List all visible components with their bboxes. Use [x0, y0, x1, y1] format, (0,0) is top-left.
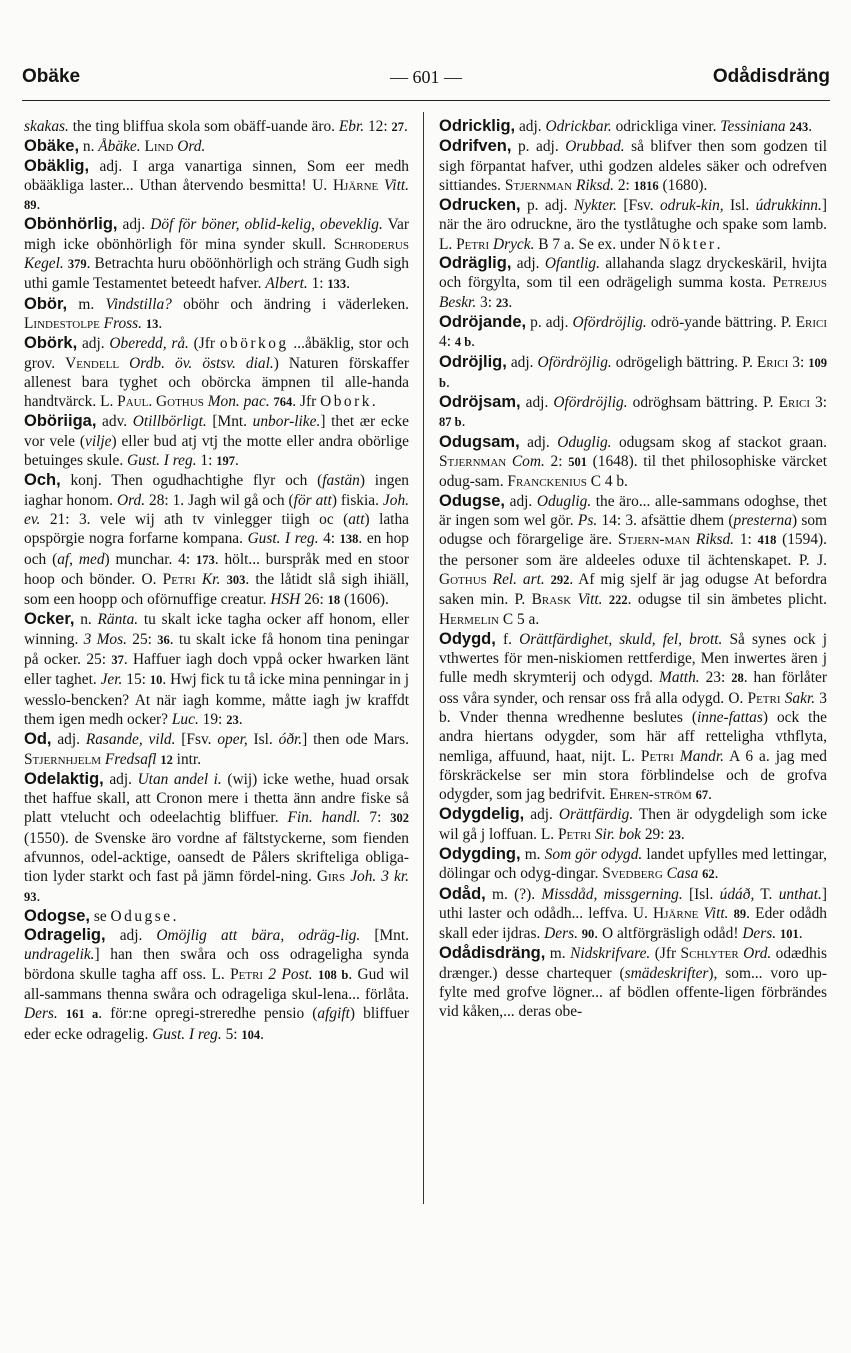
entry-odelaktig: Odelaktig, adj. Utan andel i. (wij) icke wethe, huad orsak thet haffue skall, att Cronon mere i thetta änn andre fiske så platt vtelucht och odeelachtig bliffuer. Fin. handl. 7: 302 (1550). de Svenske äro vordne af fältstyckerne, som fienden afvunnos, odel-acktige, oansedt de Pålers skrifteliga obliga-tion lyder starkt och fast på jämn fördel-ning. Girs Joh. 3 kr. 93.: [24, 769, 410, 905]
entry-odrojande: Odröjande, p. adj. Ofördröjlig. odrö-yande bättring. P. Erici 4: 4 b.: [439, 312, 827, 351]
entry-obork: Obörk, adj. Oberedd, rå. (Jfr obörkog ...åbäklig, stor och grov. Vendell Ordb. öv. östsv. dial.) Naturen förskaffer allenest bara tyghet och obörcka ämpnen til alle-handa handtvärck. L. Paul. Gothus Mon. pac. 764. Jfr Obork.: [24, 334, 410, 411]
entry-odrucken: Odrucken, p. adj. Nykter. [Fsv. odruk-kin, Isl. údrukkinn.] när the äro odruckne, äro the tystlåtughe och spake som lamb. L. Petri Dryck. B 7 a. Se ex. under Nökter.: [439, 196, 827, 253]
entry-odugsam: Odugsam, adj. Oduglig. odugsam skog af stackot graan. Stjernman Com. 2: 501 (1648). til thet philosophiske värcket odug-sam. Franckenius C 4 b.: [439, 432, 827, 491]
left-column: [24, 117, 409, 1045]
entry-odad: Odåd, m. (?). Missdåd, missgerning. [Isl. údáð, T. unthat.] uthi laster och odådh... leffva. U. Hjärne Vitt. 89. Eder odådh skall eder ijdras. Ders. 90. O altförgräsligh odåd! Ders. 101.: [439, 884, 828, 943]
entry-obake: Obäke, n. Åbäke. Lind Ord.: [24, 137, 206, 156]
entry-odraglig: Odräglig, adj. Ofantlig. allahanda slagz dryckeskäril, hvijta och förgylta, som til een odrägeligh summa kosta. Petrejus Beskr. 3: 23.: [439, 254, 827, 311]
entry-oboriiga: Oböriiga, adv. Otillbörligt. [Mnt. unbor-like.] thet ær ecke vor vele (vilje) eller bud atj vtj the motte eller andra obörlige betuinges skule. Gust. I reg. 1: 197.: [24, 412, 410, 470]
running-header: [22, 66, 830, 96]
entry-och: Och, konj. Then ogudhachtighe flyr och (fastän) ingen iaghar honom. Ord. 28: 1. Jagh wil gå och (för att) fiskia. Joh. ev. 21: 3. vele wij ath tv vinlegger tiigh oc (att) latha opspörgie nogra forfarne kompana. Gust. I reg. 4: 138. en hop och (af, med) munchar. 4: 173. hölt... burspråk med en stoor hoop och bönder. O. Petri Kr. 303. the låtidt slå sigh ihiäll, som een hoopp och oförnuffige creatur. HSH 26: 18 (1606).: [24, 471, 410, 609]
right-column: [439, 117, 827, 1022]
entry-odygding: Odygding, m. Som gör odygd. landet upfylles med lettingar, dölingar och odyg-dingar. Svedberg Casa 62.: [439, 844, 828, 883]
entry-obonhorlig: Obönhörlig, adj. Döf för böner, oblid-kelig, obeveklig. Var migh icke obönhörligh för mina synder skull. Schroderus Kegel. 379. Betrachta huru oböönhörligh och sträng Gudh sigh uthi gamle Testamentet beteedt hafver. Albert. 1: 133.: [24, 215, 409, 293]
header-rule: [22, 100, 830, 101]
entry-ocker: Ocker, n. Ränta. tu skalt icke tagha ocker aff honom, eller winning. 3 Mos. 25: 36. tu skalt icke få honom tina peningar på ocker. 25: 37. Haffuer iagh doch vppå ocker hwarken länt eller taghet. Jer. 15: 10. Hwj fick tu tå icke mina penningar in j wesslo-bencken? At när iagh komme, måtte iagh jw kraffdt them igen medh ocker? Luc. 19: 23.: [24, 610, 409, 728]
entry-odygdelig: Odygdelig, adj. Orättfärdig. Then är odygdeligh som icke wil gå j loffuan. L. Petri Sir. bok 29: 23.: [439, 805, 827, 843]
entry-odadisdrang: Odådisdräng, m. Nidskrifvare. (Jfr Schlyter Ord. odædhis drænger.) desse chartequer (smädeskrifter), som... voro up-fylte med grofve lögner... af bödlen offente-ligen förbrändes vid kåken,... deras obe-: [439, 944, 827, 1021]
entry-odugse: Odugse, adj. Oduglig. the äro... alle-sammans odoghse, thet är ingen som wel gör. Ps. 14: 3. afsättie dhem (presterna) som odugse och förargelige äre. Stjern-man Riksd. 1: 418 (1594). the personer som äre aldeeles oduxe til ächtenskapet. P. J. Gothus Rel. art. 292. Af mig sjelf är jag odugse At befordra saken min. P. Brask Vitt. 222. odugse til sin ämbetes plicht. Hermelin C 5 a.: [439, 491, 827, 629]
entry-odrojsam: Odröjsam, adj. Ofördröjlig. odröghsam bättring. P. Erici 3: 87 b.: [439, 393, 827, 431]
entry-od: Od, adj. Rasande, vild. [Fsv. oper, Isl. óðr.] then ode Mars. Stjernhjelm Fredsafl 12 intr.: [24, 730, 409, 768]
header-first-headword: Obäke: [22, 66, 81, 87]
entry-odricklig: Odricklig, adj. Odrickbar. odrickliga viner. Tessiniana 243.: [439, 117, 813, 135]
entry-odygd: Odygd, f. Orättfärdighet, skuld, fel, brott. Så synes ock j vthwertes för men-niskiomen rettferdige, Men inwertes ären j fulle medh skrymterij och odygd. Matth. 23: 28. han förlåter oss våra synder, och rensar oss frå alla odygd. O. Petri Sakr. 3 b. Vnder thenna wredhenne beslutes (inne-fattas) ock the andra hiertans odygder, som här aff retteligha vthflyta, nemliga, affuund, haat, nijt. L. Petri Mandr. A 6 a. jag med förskräckelse ser min stora förblindelse och de grofva odygder, som jag bedrifvit. Ehren-ström 67.: [439, 629, 828, 804]
column-divider: [423, 112, 424, 1204]
entry-odragelig: Odragelig, adj. Omöjlig att bära, odräg-lig. [Mnt. undragelik.] han then swåra och oss odrageligha synda bördona skulle tagha aff oss. L. Petri 2 Post. 108 b. Gud wil all-sammans thenna swåra och odrageliga skul-lena... förlåta. Ders. 161 a. för:ne opregi-streredhe pensio (afgift) bliffuer eder ecke odragelig. Gust. I reg. 5: 104.: [24, 926, 409, 1043]
header-last-headword: Odådisdräng: [712, 66, 830, 87]
entry-odrojlig: Odröjlig, adj. Ofördröjlig. odrögeligh bättring. P. Erici 3: 109 b.: [439, 352, 827, 391]
entry-obor: Obör, m. Vindstilla? oböhr och ändring i väderleken. Lindestolpe Fross. 13.: [24, 294, 409, 332]
page-number: — 601 —: [390, 67, 462, 87]
entry-odrifven: Odrifven, p. adj. Orubbad. så blifver then som godzen til sigh förpantat hafver, uthi godzen aldeles säker och odrefven sittiandes. Stjernman Riksd. 2: 1816 (1680).: [439, 137, 827, 194]
entry-skakas-continuation: skakas. the ting bliffua skola som obäff-uande äro. Ebr. 12: 27.: [24, 118, 408, 135]
entry-odogse: Odogse, se Odugse.: [24, 906, 177, 925]
entry-obaklig: Obäklig, adj. I arga vanartiga sinnen, Som eer medh obääkliga laster... Uthan återvendo besmitta! U. Hjärne Vitt. 89.: [24, 156, 409, 214]
